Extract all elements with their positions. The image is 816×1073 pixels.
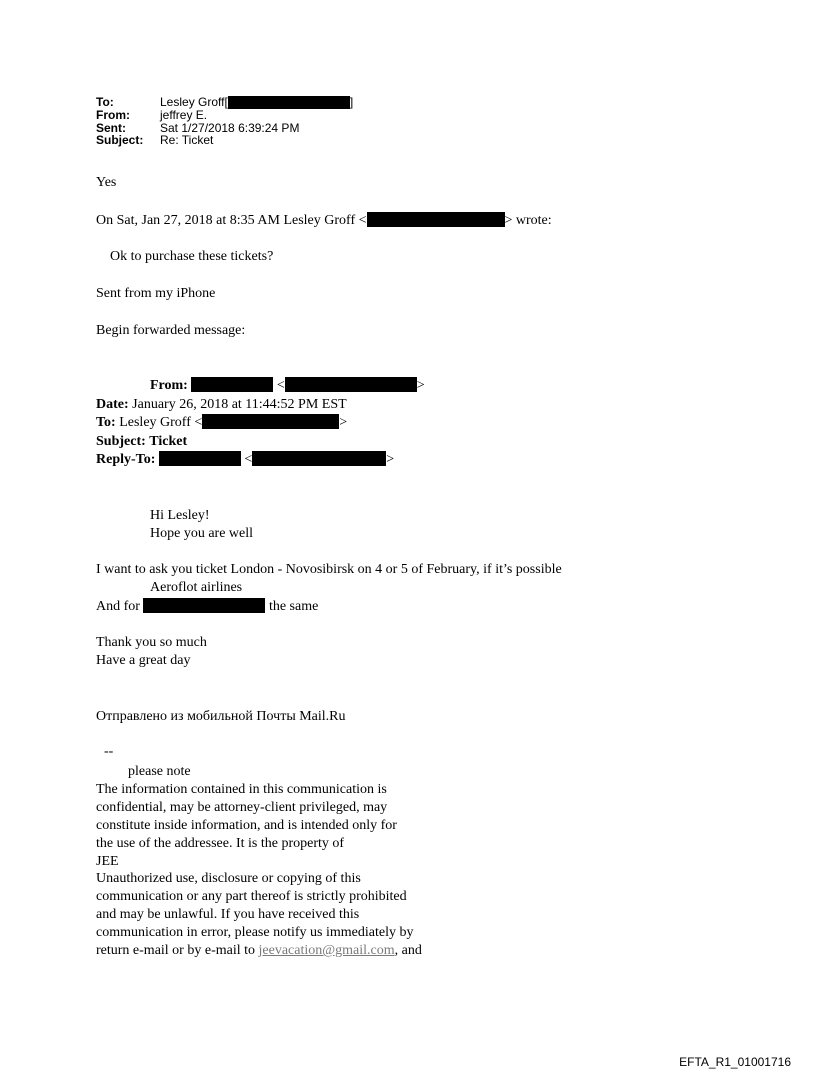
disclaimer-line: the use of the addressee. It is the property of	[96, 835, 345, 851]
to-label: To:	[96, 95, 114, 109]
fwd-subject-label: Subject:	[96, 433, 146, 449]
quoted-signature: Sent from my iPhone	[96, 286, 216, 301]
disclaimer-note: please note	[128, 764, 191, 779]
reply-body: Yes	[96, 175, 117, 190]
sent-label: Sent:	[96, 120, 126, 135]
disclaimer-line: and may be unlawful. If you have received this	[96, 907, 360, 923]
forwarded-header	[96, 377, 425, 470]
message-thanks: Thank you so much	[96, 635, 207, 650]
fwd-reply-to-row	[96, 451, 425, 470]
fwd-subject-value: Ticket	[149, 433, 188, 449]
disclaimer-last-line	[96, 942, 422, 960]
disclaimer-line: communication or any part thereof is strictly prohibited	[96, 889, 407, 905]
fwd-gt: >	[339, 415, 348, 430]
redaction-bar	[252, 451, 386, 466]
disclaimer-line: communication in error, please notify us immediately by	[96, 925, 414, 941]
disclaimer-line: The information contained in this communication is	[96, 781, 387, 797]
and-for-text: And for	[96, 599, 140, 614]
disclaimer	[96, 763, 422, 960]
subject-value: Re: Ticket	[160, 133, 214, 147]
message-closing: Have a great day	[96, 653, 191, 668]
quote-attribution	[96, 212, 552, 229]
disclaimer-line: confidential, may be attorney-client privileged, may	[96, 799, 388, 815]
fwd-date-row	[96, 396, 425, 415]
document-id: EFTA_R1_01001716	[679, 1055, 791, 1069]
quote-suffix: > wrote:	[504, 213, 552, 228]
mail-signature: Отправлено из мобильной Почты Mail.Ru	[96, 709, 346, 724]
message-wish: Hope you are well	[150, 526, 254, 541]
message-greeting: Hi Lesley!	[150, 508, 210, 523]
fwd-lt: <	[244, 452, 253, 467]
from-value: jeffrey E.	[160, 108, 208, 122]
redaction-bar	[159, 451, 241, 466]
redaction-bar	[228, 96, 350, 109]
last-suffix: , and	[394, 943, 422, 959]
sent-value: Sat 1/27/2018 6:39:24 PM	[160, 120, 300, 135]
message-airline: Aeroflot airlines	[150, 580, 243, 595]
header-to-row	[96, 96, 353, 109]
fwd-to-value: Lesley Groff <	[119, 415, 203, 430]
fwd-to-row	[96, 414, 425, 433]
from-label: From:	[96, 108, 130, 122]
disclaimer-dashes: --	[104, 744, 114, 759]
subject-label: Subject:	[96, 133, 144, 147]
quote-prefix: On Sat, Jan 27, 2018 at 8:35 AM Lesley Groff <	[96, 213, 367, 228]
fwd-date-label: Date:	[96, 396, 129, 412]
disclaimer-line: constitute inside information, and is intended only for	[96, 817, 397, 833]
disclaimer-line: JEE	[96, 853, 119, 869]
header-from-row	[96, 109, 353, 122]
forward-intro: Begin forwarded message:	[96, 323, 246, 338]
header-subject-row	[96, 134, 353, 147]
quoted-question: Ok to purchase these tickets?	[110, 249, 274, 264]
to-close: ]	[349, 95, 354, 109]
redaction-bar	[143, 598, 265, 613]
redaction-bar	[191, 377, 273, 392]
fwd-subject-row	[96, 433, 425, 452]
to-value: Lesley Groff[	[160, 95, 228, 109]
fwd-reply-to-label: Reply-To:	[96, 452, 156, 467]
email-link[interactable]: jeevacation@gmail.com	[258, 943, 395, 959]
message-and-for	[96, 598, 318, 615]
fwd-date-value: January 26, 2018 at 11:44:52 PM EST	[132, 396, 347, 412]
redaction-bar	[285, 377, 417, 392]
fwd-lt: <	[276, 378, 285, 393]
fwd-to-label: To:	[96, 415, 116, 430]
disclaimer-line: Unauthorized use, disclosure or copying of this	[96, 871, 361, 887]
fwd-gt: >	[386, 452, 395, 467]
fwd-gt: >	[416, 378, 425, 393]
email-header	[96, 96, 353, 147]
fwd-from-row	[96, 377, 425, 396]
fwd-from-label: From:	[150, 378, 188, 393]
the-same-text: the same	[268, 599, 319, 614]
last-prefix: return e-mail or by e-mail to	[96, 943, 259, 959]
message-request: I want to ask you ticket London - Novosibirsk on 4 or 5 of February, if it’s possible	[96, 562, 562, 577]
redaction-bar	[367, 212, 505, 227]
redaction-bar	[202, 414, 339, 429]
